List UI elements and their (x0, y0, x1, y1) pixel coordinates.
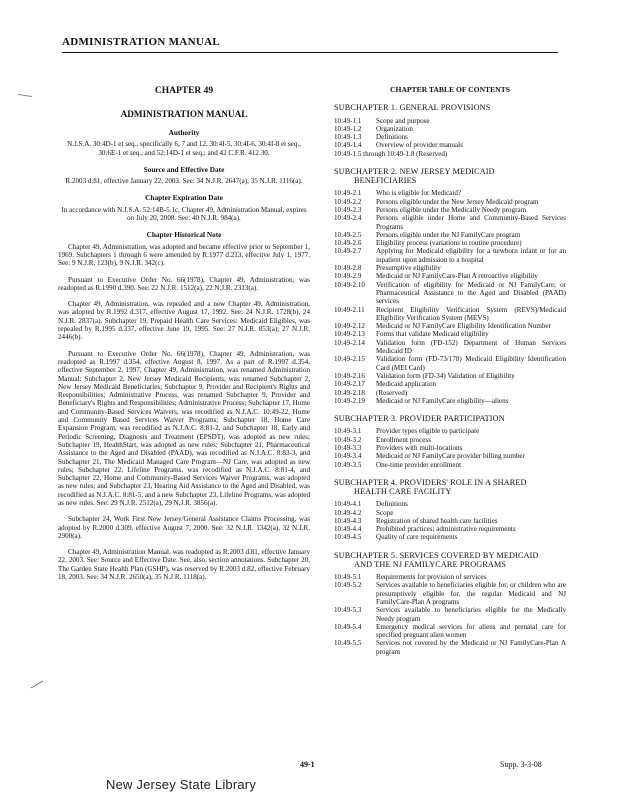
section-number: 10:49-4.5 (334, 533, 362, 542)
toc-entry[interactable] (334, 231, 566, 239)
section-title: Medicaid application (376, 380, 437, 389)
section-title: Scope (376, 508, 394, 517)
toc-entry[interactable] (334, 452, 566, 460)
history-paragraph: Chapter 49, Administration, was adopted and became effective prior to September 1, 1969. Subchapters 1 through 6 were amended by R.1977 d.213, effective July 1, 1977. See: 9 N.J.R. 123(b), 9 N.J.R. 342(c). (58, 242, 310, 268)
subchapter-heading (334, 414, 566, 423)
subchapter-heading-line: AND THE NJ FAMILYCARE PROGRAMS (354, 559, 507, 569)
section-number: 10:49-2.1 (334, 189, 362, 198)
source-text: R.2003 d.81, effective January 22, 2003. See: 34 N.J.R. 2647(a), 35 N.J.R. 1116(a). (65, 177, 303, 186)
authority-heading: Authority (168, 128, 200, 137)
section-title: Enrollment process (376, 435, 431, 444)
authority-text: N.J.S.A. 30:4D-1 et seq., specifically 6, 7 and 12, 30:4I-5, 30:4I-6, 30:4I-8 et seq., 30:6E-1 et seq., and 52:14D-1 et seq.; and 42 C.F.R. 412.30. (67, 140, 301, 157)
section-number: 10:49-2.2 (334, 197, 362, 206)
toc-entry[interactable] (334, 133, 566, 141)
section-number: 10:49-2.6 (334, 239, 362, 248)
section-number: 10:49-2.14 (334, 338, 365, 347)
section-title: Persons eligible under the New Jersey Medicaid program (376, 197, 539, 206)
section-title: Persons eligible under the NJ FamilyCare program (376, 230, 521, 239)
chapter-number: CHAPTER 49 (154, 86, 214, 96)
toc-entry[interactable] (334, 525, 566, 533)
history-paragraph: Chapter 49, Administration, was repealed and a new Chapter 49, Administration, was adopted by R.1992 d.317, effective August 17, 1992. See: 24 N.J.R. 1728(b), 24 N.J.R. 2837(a). Subchapter 19, Prepaid Health Care Services: Medicaid Eligibles, was repealed by R.1995 d.337, effective June 19, 1995. See: 27 N.J.R. 853(a); 27 N.J.R. 2446(b). (58, 300, 310, 342)
section-title: Services not covered by the Medicaid or NJ FamilyCare-Plan A program (376, 639, 566, 656)
page-number: 49-1 (300, 760, 315, 769)
toc-entry[interactable] (334, 198, 566, 206)
toc-entry[interactable] (334, 150, 566, 158)
section-title: Provider types eligible to participate (376, 427, 480, 436)
section-title: Who is eligible for Medicaid? (376, 189, 462, 198)
section-title: 10:49-1.5 through 10:49-1.8 (Reserved) (334, 149, 448, 158)
left-column (58, 86, 310, 589)
toc-entry[interactable] (334, 239, 566, 247)
toc-entry[interactable] (334, 306, 566, 323)
toc-entry[interactable] (334, 380, 566, 388)
toc-entry[interactable] (334, 397, 566, 405)
section-title: Services available to beneficiaries eligible for, or children who are presumptively eligible for, the regular Medicaid and NJ FamilyCare-Plan A programs (376, 581, 566, 606)
subchapter-heading-line: HEALTH CARE FACILITY (354, 487, 452, 496)
section-title: Quality of care requirements (376, 533, 458, 542)
section-number: 10:49-5.1 (334, 573, 362, 582)
header-rule (62, 52, 558, 53)
section-title: Definitions (376, 500, 408, 509)
section-title: Verification of eligibility for Medicaid or NJ FamilyCare; or Pharmaceutical Assistance to the Aged and Disabled (PAAD) services (376, 280, 566, 306)
toc-entry[interactable] (334, 509, 566, 517)
section-title: Validation form (FD-34) Validation of Eligibility (376, 371, 515, 380)
history-paragraph: Chapter 49, Administration Manual, was readopted as R.2003 d.81, effective January 22, 2003. See: Source and Effective Date. See, also, section annotations. Subchapter 20, The Garden State Health Plan (GSHP), was reserved by R.2003 d.82, effective February 18, 2003. See: 34 N.J.R. 2650(a), 35 N.J.R. 1118(a). (58, 548, 310, 582)
toc-entry[interactable] (334, 533, 566, 541)
section-number: 10:49-2.19 (334, 396, 365, 405)
section-number: 10:49-2.18 (334, 388, 365, 397)
running-header: ADMINISTRATION MANUAL (62, 36, 220, 48)
toc-entry[interactable] (334, 281, 566, 306)
section-title: Persons eligible under Home and Community-Based Services Programs (376, 214, 566, 231)
toc-entry[interactable] (334, 581, 566, 606)
history-heading: Chapter Historical Note (146, 230, 222, 240)
toc-entry[interactable] (334, 606, 566, 623)
section-number: 10:49-1.4 (334, 141, 362, 150)
section-title: Medicaid or NJ FamilyCare-Plan A retroactive eligibility (376, 272, 538, 281)
section-number: 10:49-4.1 (334, 500, 362, 509)
toc-entry[interactable] (334, 573, 566, 581)
subchapter-heading-line: SUBCHAPTER 1. GENERAL PROVISIONS (334, 103, 491, 113)
toc-entry[interactable] (334, 322, 566, 330)
history-paragraph: Pursuant to Executive Order No. 66(1978), Chapter 49, Administration, was readopted as R.1990 d.390. See: 22 N.J.R. 1512(a), 22 N.J.R. 2313(a). (58, 275, 310, 292)
section-title: Emergency medical services for aliens and prenatal care for specified pregnant alien women (376, 622, 566, 640)
toc-entry[interactable] (334, 247, 566, 264)
section-title: Definitions (376, 133, 408, 142)
expiration-text: In accordance with N.J.S.A. 52:14B-5.1c, Chapter 49, Administration Manual, expires on July 20, 2008. See: 40 N.J.R. 984(a). (61, 205, 307, 223)
subchapter-heading-line: SUBCHAPTER 3. PROVIDER PARTICIPATION (334, 414, 505, 424)
section-number: 10:49-2.5 (334, 230, 362, 239)
section-number: 10:49-3.4 (334, 452, 362, 461)
subchapter-heading-line: SUBCHAPTER 4. PROVIDERS' ROLE IN A SHARED (334, 477, 527, 487)
toc-entry[interactable] (334, 141, 566, 149)
toc-title: CHAPTER TABLE OF CONTENTS (390, 85, 510, 94)
toc-entry[interactable] (334, 272, 566, 280)
section-title: Eligibility process (variations to routine procedure) (376, 239, 522, 248)
section-number: 10:49-4.4 (334, 525, 362, 534)
section-title: Persons eligible under the Medically Needy program (376, 205, 527, 214)
subchapter-heading (334, 103, 566, 112)
toc-entry[interactable] (334, 639, 566, 656)
toc-entry[interactable] (334, 206, 566, 214)
section-number: 10:49-2.12 (334, 322, 365, 331)
section-title: Prohibited practices; administrative requirements (376, 525, 516, 534)
chapter-title: ADMINISTRATION MANUAL (120, 109, 248, 119)
toc-entry[interactable] (334, 427, 566, 435)
toc-entry[interactable] (334, 372, 566, 380)
section-title: Applying for Medicaid eligibility for a newborn infant or for an inpatient upon admission to a hospital (376, 247, 566, 264)
section-number: 10:49-2.11 (334, 305, 365, 314)
toc-entry[interactable] (334, 355, 566, 372)
section-title: Organization (376, 124, 413, 133)
toc-entry[interactable] (334, 436, 566, 444)
toc-entry[interactable] (334, 214, 566, 231)
section-title: Medicaid or NJ FamilyCare Eligibility Identification Number (376, 322, 551, 331)
section-number: 10:49-5.2 (334, 581, 362, 590)
toc-entry[interactable] (334, 389, 566, 397)
section-number: 10:49-2.3 (334, 205, 362, 214)
toc-entry[interactable] (334, 500, 566, 508)
section-title: Registration of shared health care facilities (376, 516, 498, 525)
section-number: 10:49-5.5 (334, 639, 362, 648)
section-number: 10:49-2.15 (334, 355, 365, 364)
section-number: 10:49-3.1 (334, 427, 362, 436)
expiration-heading: Chapter Expiration Date (145, 193, 223, 203)
margin-mark (31, 681, 44, 689)
section-title: Presumptive eligibility (376, 264, 441, 273)
toc-list (334, 103, 566, 656)
subchapter-heading (334, 551, 566, 569)
section-number: 10:49-2.4 (334, 214, 362, 223)
section-title: (Reserved) (376, 388, 408, 397)
section-title: Recipient Eligibility Verification System (REVS)/Medicaid Eligibility Verification System (MEVS) (376, 305, 566, 322)
section-number: 10:49-1.3 (334, 133, 362, 142)
section-number: 10:49-3.3 (334, 443, 362, 452)
subchapter-heading (334, 478, 566, 496)
section-number: 10:49-2.9 (334, 272, 362, 281)
toc-column (334, 86, 566, 656)
section-number: 10:49-1.1 (334, 116, 362, 125)
toc-entry[interactable] (334, 339, 566, 356)
section-number: 10:49-5.4 (334, 622, 362, 631)
toc-entry[interactable] (334, 623, 566, 640)
section-number: 10:49-3.5 (334, 460, 362, 469)
toc-entry[interactable] (334, 264, 566, 272)
section-number: 10:49-2.7 (334, 247, 362, 256)
section-title: Validation form (FD-152) Department of Human Services Medicaid ID (376, 338, 566, 356)
toc-entry[interactable] (334, 330, 566, 338)
section-number: 10:49-2.16 (334, 371, 365, 380)
margin-mark (18, 94, 32, 97)
toc-entry[interactable] (334, 444, 566, 452)
toc-entry[interactable] (334, 461, 566, 469)
subchapter-heading (334, 167, 566, 185)
supplement-date: Supp. 3-3-08 (500, 760, 542, 769)
toc-entry[interactable] (334, 125, 566, 133)
section-number: 10:49-2.13 (334, 330, 365, 339)
subchapter-heading-line: SUBCHAPTER 2. NEW JERSEY MEDICAID (334, 166, 495, 176)
section-title: Medicaid or NJ FamilyCare eligibility—aliens (376, 396, 509, 405)
section-number: 10:49-3.2 (334, 435, 362, 444)
subchapter-heading-line: BENEFICIARIES (354, 176, 417, 186)
section-number: 10:49-2.17 (334, 380, 365, 389)
section-number: 10:49-1.2 (334, 124, 362, 133)
section-title: Medicaid or NJ FamilyCare provider billing number (376, 452, 525, 461)
section-title: Forms that validate Medicaid eligibility (376, 330, 489, 339)
section-title: Scope and purpose (376, 116, 430, 125)
section-number: 10:49-4.2 (334, 508, 362, 517)
history-paragraph: Subchapter 24, Work First New Jersey/General Assistance Claims Processing, was adopted by R.2000 d.309, effective August 7, 2000. See: 32 N.J.R. 1342(a), 32 N.J.R. 2900(a). (58, 515, 310, 540)
toc-entry[interactable] (334, 189, 566, 197)
toc-entry[interactable] (334, 517, 566, 525)
history-paragraph: Pursuant to Executive Order No. 66(1978), Chapter 49, Administration, was readopted as R.1997 d.354, effective August 8, 1997. As a part of R.1997 d.354, effective September 2, 1997, Chapter 49, Administration, was renamed Administration Manual: Subchapter 2, New Jersey Medicaid Recipients, was renamed Subchapter 2, New Jersey Medicaid Beneficiaries; Subchapter 9, Provider and Recipient's Rights and Responsibilities; Administrative Process, was renamed Subchapter 9, Provider and Beneficiary's Rights and Responsibilities; Administrative Process; Subchapter 17, Home and Community-Based Services Waivers, was recodified as N.J.A.C. 10:49-22, Home and Community Based Services Waiver Programs; Subchapter 18, Home Care Expansion Program, was recodified as N.J.A.C. 8:81-2, and Subchapter 18, Early and Periodic Screening, Diagnosis and Treatment (EPSDT), was adopted as new rules; Subchapter 19, HealthStart, was adopted as new rules; Subchapter 21, Pharmaceutical Assistance to the Aged and Disabled (PAAD), was recodified as N.J.A.C. 8:83-3, and Subchapter 21, The Medicaid Managed Care Program—NJ Care, was adopted as new rules; Subchapter 22, Lifeline Programs, was recodified as N.J.A.C. 8:81-4, and Subchapter 22, Home and Community-Based Services Waiver Programs, was adopted as new rules; and Subchapter 23, Hearing Aid Assistance to the Aged and Disabled, was recodified as N.J.A.C. 8:81-5, and a new Subchapter 23, Lifeline Programs, was adopted as new rules. See: 29 N.J.R. 2512(a), 29 N.J.R. 3856(a). (58, 349, 310, 507)
library-watermark: New Jersey State Library (106, 777, 257, 792)
section-number: 10:49-2.10 (334, 280, 365, 289)
section-title: Providers with multi-locations (376, 443, 463, 452)
source-heading: Source and Effective Date (143, 164, 225, 174)
section-title: Services available to beneficiaries eligible for the Medically Needy program (376, 606, 566, 623)
section-title: Overview of provider manuals (376, 141, 463, 150)
section-number: 10:49-4.3 (334, 516, 362, 525)
section-number: 10:49-5.3 (334, 606, 362, 615)
section-title: Validation form (FD-73/178) Medicaid Eligibility Identification Card (MEI Card) (376, 355, 566, 372)
subchapter-heading-line: SUBCHAPTER 5. SERVICES COVERED BY MEDICAID (334, 550, 539, 560)
section-title: Requirements for provision of services (376, 573, 487, 582)
section-title: One-time provider enrollment (376, 460, 462, 469)
section-number: 10:49-2.8 (334, 264, 362, 273)
toc-entry[interactable] (334, 117, 566, 125)
